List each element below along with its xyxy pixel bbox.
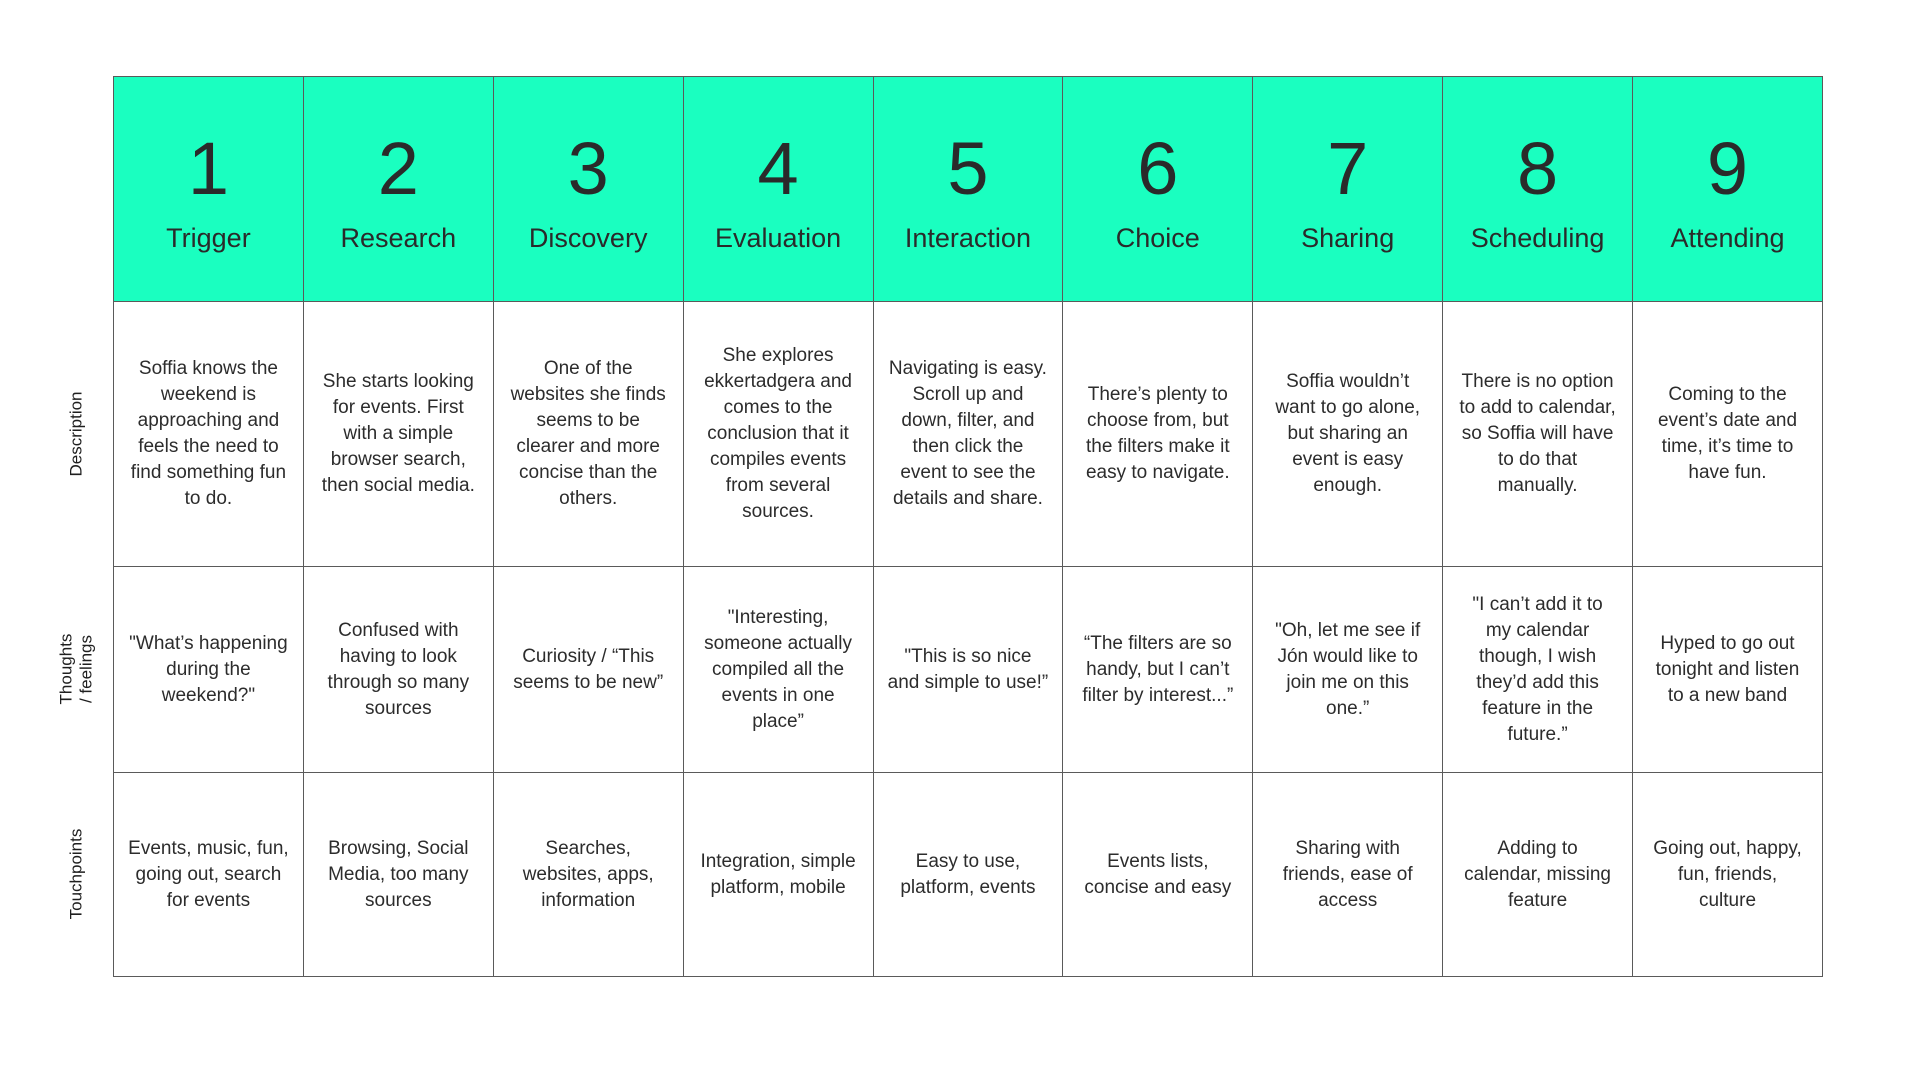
stage-name: Choice: [1115, 222, 1200, 253]
thoughts-cell: [493, 567, 683, 773]
thoughts-cell: [1063, 567, 1253, 773]
thoughts-text: "Oh, let me see if Jón would like to join me on this one.”: [1275, 619, 1421, 719]
touchpoints-text: Searches, websites, apps, information: [522, 837, 654, 911]
touchpoints-row: [114, 773, 1823, 977]
touchpoints-cell: [1253, 773, 1443, 977]
stage-number: 4: [757, 126, 799, 210]
thoughts-text: "I can’t add it to my calendar though, I wish they’d add this feature in the future.”: [1472, 593, 1603, 745]
touchpoints-cell: [873, 773, 1063, 977]
description-text: There’s plenty to choose from, but the filters make it easy to navigate.: [1085, 384, 1230, 483]
touchpoints-cell: [1443, 773, 1633, 977]
stage-header-6: [1063, 77, 1253, 302]
stage-name: Interaction: [904, 222, 1031, 253]
stage-name: Scheduling: [1470, 222, 1605, 253]
stage-name: Trigger: [166, 222, 251, 253]
description-cell: [1253, 302, 1443, 567]
row-label-description-text: Description: [66, 390, 86, 477]
thoughts-row: [114, 567, 1823, 773]
touchpoints-cell: [1063, 773, 1253, 977]
description-text: Soffia knows the weekend is approaching and feels the need to find something fun to do.: [130, 358, 287, 509]
stage-header-1: [114, 77, 304, 302]
description-text: Coming to the event’s date and time, it’s time to have fun.: [1657, 384, 1798, 483]
touchpoints-cell: [114, 773, 304, 977]
touchpoints-text: Integration, simple platform, mobile: [700, 850, 856, 898]
thoughts-text: "Interesting, someone actually compiled all the events in one place”: [704, 606, 852, 732]
stage-header-7: [1253, 77, 1443, 302]
row-label-touchpoints: [40, 772, 113, 976]
stage-header-2: [303, 77, 493, 302]
description-cell: [683, 302, 873, 567]
description-text: Soffia wouldn’t want to go alone, but sharing an event is easy enough.: [1275, 371, 1421, 496]
description-cell: [1063, 302, 1253, 567]
description-text: One of the websites she finds seems to be clearer and more concise than the others.: [510, 358, 666, 509]
touchpoints-text: Events, music, fun, going out, search for events: [128, 837, 289, 911]
touchpoints-cell: [303, 773, 493, 977]
touchpoints-text: Events lists, concise and easy: [1084, 850, 1232, 898]
description-cell: [1633, 302, 1823, 567]
stage-header-5: [873, 77, 1063, 302]
thoughts-text: "What’s happening during the weekend?": [129, 632, 288, 706]
stage-header-row: [114, 77, 1823, 302]
touchpoints-text: Adding to calendar, missing feature: [1464, 837, 1611, 911]
description-row: [114, 302, 1823, 567]
touchpoints-cell: [683, 773, 873, 977]
touchpoints-cell: [1633, 773, 1823, 977]
thoughts-cell: [114, 567, 304, 773]
description-cell: [873, 302, 1063, 567]
description-cell: [1443, 302, 1633, 567]
thoughts-text: “The filters are so handy, but I can’t filter by interest...”: [1082, 632, 1234, 706]
description-text: Navigating is easy. Scroll up and down, filter, and then click the event to see the details and share.: [888, 358, 1047, 509]
stage-number: 9: [1706, 126, 1749, 210]
row-label-thoughts: [40, 566, 113, 772]
journey-map-table: [113, 76, 1823, 977]
stage-name: Attending: [1670, 222, 1785, 253]
row-label-description: [40, 301, 113, 566]
thoughts-text: Hyped to go out tonight and listen to a new band: [1655, 632, 1800, 706]
stage-number: 5: [947, 126, 989, 210]
thoughts-cell: [1633, 567, 1823, 773]
stage-name: Evaluation: [715, 222, 842, 253]
description-cell: [114, 302, 304, 567]
stage-number: 8: [1516, 126, 1559, 210]
stage-number: 3: [567, 126, 609, 210]
thoughts-text: Curiosity / “This seems to be new”: [513, 645, 664, 693]
description-text: There is no option to add to calendar, so Soffia will have to do that manually.: [1459, 371, 1616, 496]
description-cell: [493, 302, 683, 567]
stage-number: 2: [377, 126, 419, 210]
stage-number: 6: [1137, 126, 1179, 210]
thoughts-text: Confused with having to look through so many sources: [327, 619, 470, 719]
thoughts-cell: [303, 567, 493, 773]
description-text: She starts looking for events. First with a simple browser search, then social media.: [321, 371, 475, 496]
stage-name: Sharing: [1301, 222, 1395, 253]
stage-header-8: [1443, 77, 1633, 302]
stage-number: 1: [187, 126, 230, 210]
touchpoints-text: Browsing, Social Media, too many sources: [328, 837, 469, 911]
touchpoints-text: Sharing with friends, ease of access: [1282, 837, 1413, 911]
thoughts-cell: [1253, 567, 1443, 773]
stage-header-3: [493, 77, 683, 302]
stage-name: Research: [340, 222, 457, 253]
stage-name: Discovery: [528, 222, 648, 253]
touchpoints-text: Easy to use, platform, events: [900, 850, 1036, 898]
touchpoints-text: Going out, happy, fun, friends, culture: [1653, 837, 1802, 911]
thoughts-cell: [683, 567, 873, 773]
description-cell: [303, 302, 493, 567]
row-label-thoughts-text: Thoughts / feelings: [56, 633, 96, 705]
thoughts-cell: [873, 567, 1063, 773]
stage-header-4: [683, 77, 873, 302]
touchpoints-cell: [493, 773, 683, 977]
thoughts-text: "This is so nice and simple to use!”: [887, 645, 1049, 693]
description-text: She explores ekkertadgera and comes to the conclusion that it compiles events from several sources.: [704, 345, 852, 522]
thoughts-cell: [1443, 567, 1633, 773]
stage-number: 7: [1327, 126, 1369, 210]
stage-header-9: [1633, 77, 1823, 302]
row-label-touchpoints-text: Touchpoints: [66, 828, 86, 920]
